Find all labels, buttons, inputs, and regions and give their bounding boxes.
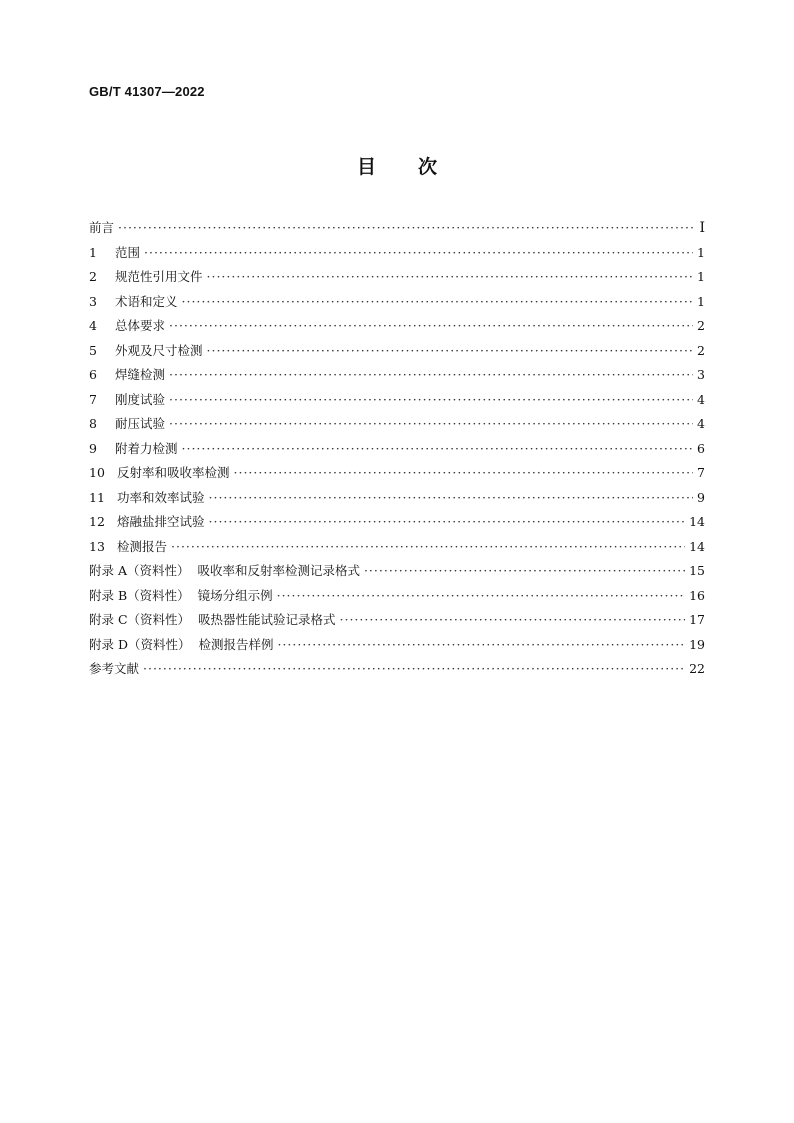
toc-entry-appendix-c[interactable] (89, 608, 705, 633)
toc-dot-leader (340, 608, 686, 633)
toc-entry-label: 耐压试验 (115, 416, 166, 431)
toc-entry-label: 附着力检测 (115, 440, 178, 456)
toc-entry-label: 总体要求 (115, 318, 166, 333)
toc-entry-label: 范围 (115, 244, 141, 260)
toc-entry-label: 规范性引用文件 (115, 269, 203, 284)
toc-dot-leader (171, 535, 685, 560)
toc-entry-number: 11 (89, 489, 105, 505)
toc-entry-page: 22 (689, 661, 705, 676)
toc-entry-number: 7 (89, 391, 97, 407)
toc-entry-6[interactable] (89, 363, 705, 388)
toc-entry-page: 9 (697, 489, 705, 505)
toc-entry-label: 反射率和吸收率检测 (117, 465, 230, 480)
table-of-contents (89, 216, 705, 682)
toc-entry-8[interactable] (89, 412, 705, 437)
toc-entry-2[interactable] (89, 265, 705, 290)
toc-entry-page: 7 (697, 465, 705, 480)
toc-entry-number: 2 (89, 269, 97, 284)
toc-dot-leader (169, 363, 693, 388)
toc-dot-leader (234, 461, 693, 486)
toc-dot-leader (169, 388, 693, 413)
toc-entry-references[interactable] (89, 657, 705, 682)
toc-entry-page: 4 (697, 416, 705, 431)
toc-entry-number: 4 (89, 318, 97, 333)
toc-entry-number: 9 (89, 440, 97, 456)
toc-dot-leader (169, 314, 693, 339)
toc-entry-label: 刚度试验 (115, 391, 166, 407)
toc-dot-leader (169, 412, 693, 437)
toc-entry-page: Ⅰ (699, 220, 705, 236)
toc-entry-page: 14 (689, 514, 705, 529)
toc-entry-7[interactable] (89, 388, 705, 413)
document-code: GB/T 41307—2022 (89, 84, 205, 99)
toc-entry-number: 10 (89, 465, 105, 480)
toc-entry-page: 17 (689, 612, 705, 627)
toc-entry-label: 附录 A（资料性） 吸收率和反射率检测记录格式 (89, 563, 360, 578)
toc-entry-13[interactable] (89, 535, 705, 560)
toc-dot-leader (207, 339, 693, 364)
toc-entry-label: 焊缝检测 (115, 367, 166, 382)
toc-entry-number: 13 (89, 538, 105, 554)
toc-entry-label: 外观及尺寸检测 (115, 342, 203, 358)
toc-entry-label: 功率和效率试验 (117, 489, 205, 505)
toc-entry-number: 12 (89, 514, 105, 529)
toc-entry-page: 4 (697, 391, 705, 407)
toc-entry-foreword[interactable] (89, 216, 705, 241)
page-title: 目次 (356, 156, 479, 178)
toc-entry-appendix-a[interactable] (89, 559, 705, 584)
toc-entry-page: 15 (689, 563, 705, 578)
toc-dot-leader (143, 657, 685, 682)
toc-dot-leader (207, 265, 693, 290)
toc-dot-leader (364, 559, 685, 584)
toc-entry-number: 3 (89, 293, 97, 309)
toc-entry-page: 14 (689, 538, 705, 554)
toc-entry-label: 附录 C（资料性） 吸热器性能试验记录格式 (89, 612, 336, 627)
toc-entry-number: 8 (89, 416, 97, 431)
toc-entry-9[interactable] (89, 437, 705, 462)
toc-entry-label: 术语和定义 (115, 293, 178, 309)
toc-entry-label: 前言 (89, 220, 115, 235)
toc-entry-11[interactable] (89, 486, 705, 511)
toc-entry-page: 6 (697, 440, 705, 456)
toc-entry-page: 16 (689, 587, 705, 603)
toc-entry-page: 19 (689, 636, 705, 652)
toc-entry-12[interactable] (89, 510, 705, 535)
toc-entry-1[interactable] (89, 241, 705, 266)
toc-dot-leader (209, 510, 686, 535)
toc-entry-page: 1 (697, 293, 705, 309)
toc-entry-label: 附录 B（资料性） 镜场分组示例 (89, 587, 273, 603)
toc-entry-label: 参考文献 (89, 661, 140, 676)
toc-entry-10[interactable] (89, 461, 705, 486)
toc-entry-number: 5 (89, 342, 97, 358)
toc-entry-page: 3 (697, 367, 705, 382)
toc-entry-3[interactable] (89, 290, 705, 315)
toc-dot-leader (277, 633, 685, 658)
toc-entry-label: 检测报告 (117, 538, 168, 554)
toc-entry-5[interactable] (89, 339, 705, 364)
toc-dot-leader (182, 437, 693, 462)
toc-entry-page: 2 (697, 342, 705, 358)
toc-entry-appendix-b[interactable] (89, 584, 705, 609)
toc-dot-leader (144, 241, 693, 266)
toc-entry-page: 1 (697, 269, 705, 284)
toc-entry-label: 熔融盐排空试验 (117, 514, 205, 529)
toc-dot-leader (209, 486, 693, 511)
toc-entry-appendix-d[interactable] (89, 633, 705, 658)
toc-dot-leader (118, 216, 693, 241)
toc-entry-page: 2 (697, 318, 705, 333)
toc-entry-label: 附录 D（资料性） 检测报告样例 (89, 636, 274, 652)
toc-entry-4[interactable] (89, 314, 705, 339)
toc-entry-number: 1 (89, 244, 97, 260)
toc-entry-page: 1 (697, 244, 705, 260)
toc-dot-leader (182, 290, 693, 315)
toc-entry-number: 6 (89, 367, 97, 382)
toc-dot-leader (277, 584, 685, 609)
